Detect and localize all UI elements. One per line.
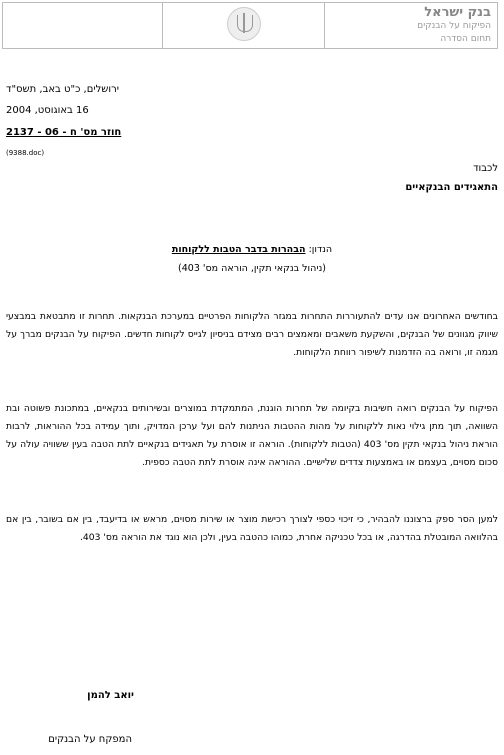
subject-subtitle: (ניהול בנקאי תקין, הוראה מס' 403): [178, 263, 326, 274]
department: הפיקוח על הבנקים: [417, 21, 491, 31]
letterhead: [2, 2, 498, 49]
bank-name: בנק ישראל: [424, 5, 491, 20]
letterhead-logo-cell: [163, 3, 324, 49]
recipient-line1: לכבוד: [473, 163, 498, 174]
subject-line: [0, 244, 504, 255]
signatory-name: יואב להמן: [87, 690, 134, 701]
gregorian-date: 16 באוגוסט, 2004: [6, 105, 89, 116]
signatory-title: המפקח על הבנקים: [48, 734, 132, 745]
letterhead-title-cell: [324, 3, 497, 49]
circular-number: חוזר מס' ח - 06 - 2137: [6, 127, 122, 138]
menorah-logo-icon: [227, 7, 261, 41]
recipient-line2: התאגידים הבנקאיים: [405, 182, 498, 193]
subject-prefix: הנדון:: [308, 244, 333, 255]
paragraph-2: הפיקוח על הבנקים רואה חשיבות בקיומה של תחרות הוגנת, המתמקדת במוצרים ובשירותים בנקאיים, במתכונת פשוטה ובת השוואה, תוך מתן גילוי נאות ללקוחות על מהות ההטבות הניתנות להם ועל ערכן המדויק, ותוך עמידה בכל ההוראות, לרבות הוראת ניהול בנקאי תקין מס' 403 (הטבות ללקוחות). הוראה זו אוסרת על תאגידים בנקאיים לתת הטבה בעין ששוויה עולה על סכום מסוים, בעצמם או באמצעות צדדים שלישיים. ההוראה אינה אוסרת לתת הטבה כספית.: [6, 403, 499, 468]
paragraph-3: למען הסר ספק ברצוננו להבהיר, כי זיכוי כספי לצורך רכישת מוצר או שירות מסוים, מראש או בדיעבד, בין אם בשובר, בין אם בהלוואה המובטלת בהדרגה, או בכל טכניקה אחרת, כמוהו כהטבה בעין, ולכן הוא נוגד את הוראה מס' 403.: [6, 514, 498, 543]
paragraph-1: בחודשים האחרונים אנו עדים להתעוררות התחרות במגזר הלקוחות הפרטיים במערכת הבנקאות. תחרות זו מתבטאת במבצעי שיווק מגוונים של הבנקים, והשקעת משאבים ומאמצים רבים מצידם בניסיון לגייס לקוחות חדשים. הפיקוח על הבנקים מברך על מגמה זו, ורואה בה הזדמנות לשיפור רווחת הלקוחות.: [6, 311, 498, 358]
hebrew-date: ירושלים, כ"ט באב, תשס"ד: [6, 84, 119, 95]
doc-ref: (9388.doc): [6, 149, 45, 157]
letterhead-left-cell: [3, 3, 163, 49]
unit: תחום הסדרה: [440, 34, 491, 44]
subject-title: הבהרות בדבר הטבות ללקוחות: [171, 244, 306, 255]
